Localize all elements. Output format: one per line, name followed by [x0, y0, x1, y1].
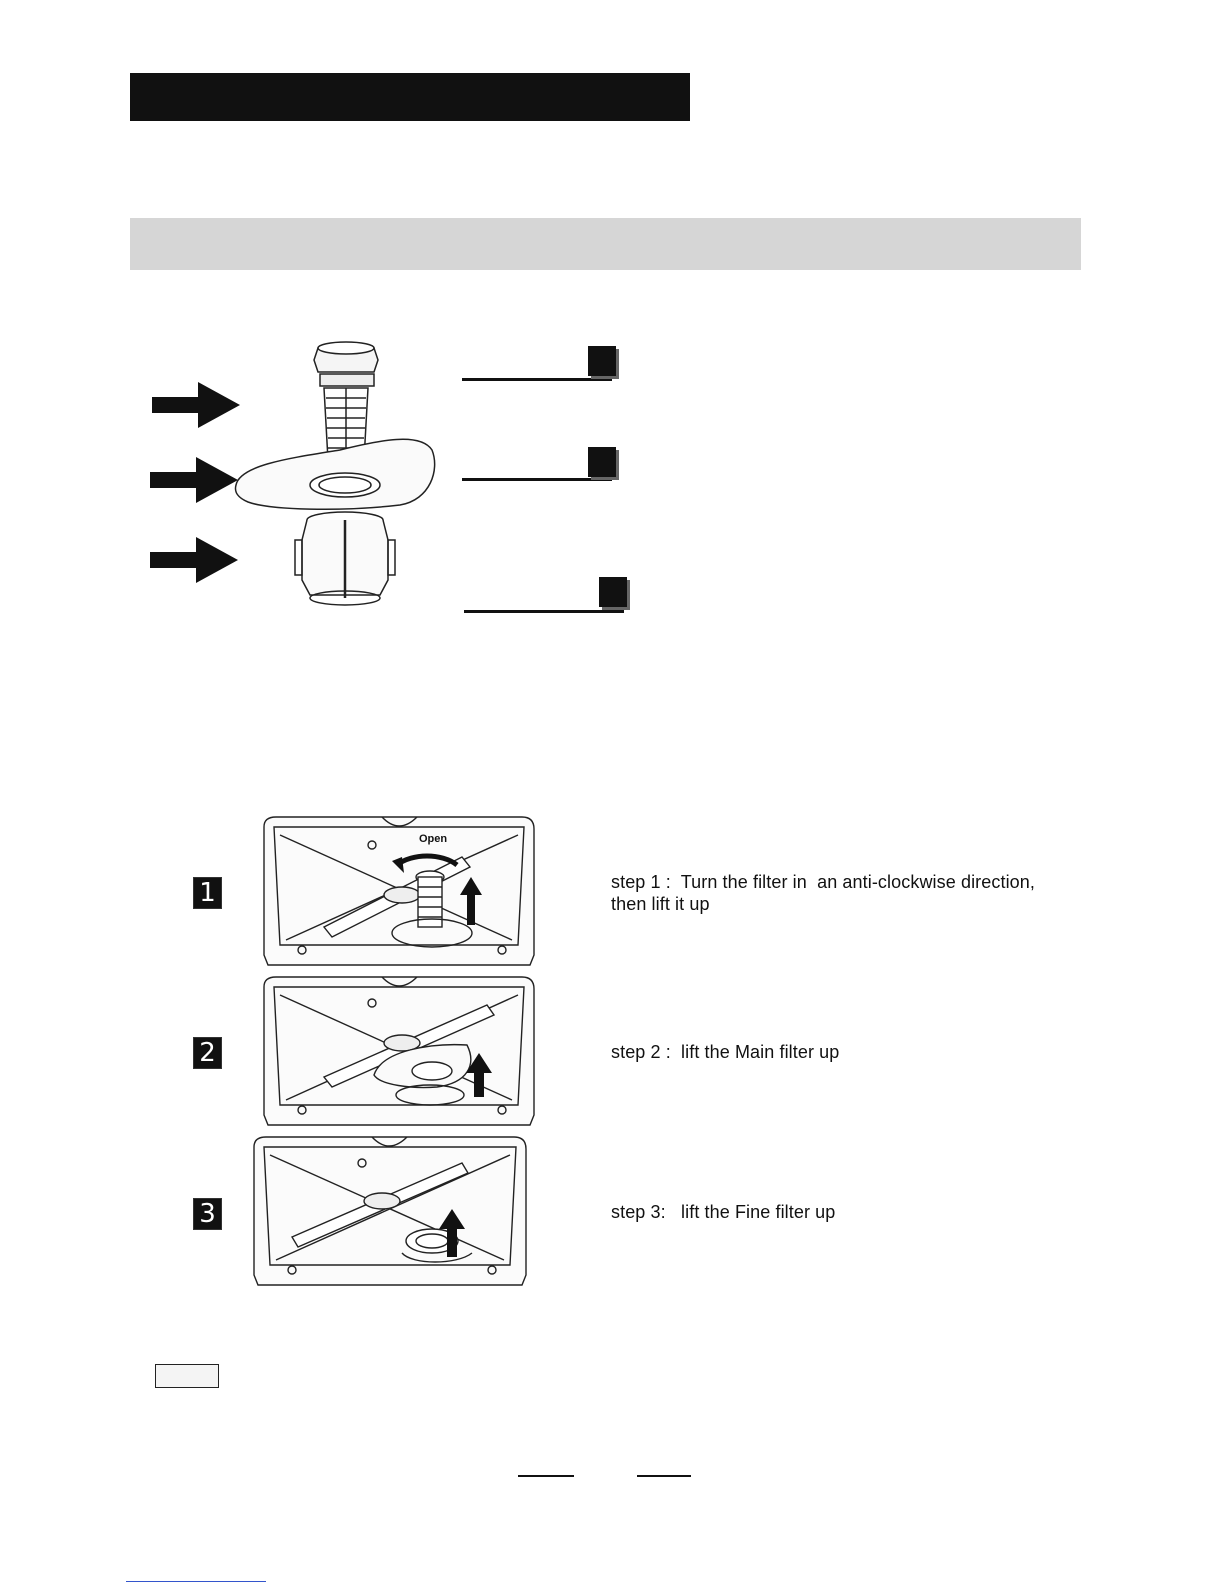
leader-line: [462, 478, 612, 481]
fine-filter-icon: [295, 512, 395, 605]
note-label-box: [155, 1364, 219, 1388]
step-1-text-line1: step 1 : Turn the filter in an anti-clockwise direction,: [611, 872, 1035, 892]
diagram-label-open: Open: [419, 833, 448, 845]
leader-line: [464, 610, 624, 613]
step-number-badge: 2: [193, 1037, 222, 1069]
step-3-text: step 3: lift the Fine filter up: [611, 1202, 836, 1222]
arrow-right-icon: [150, 457, 238, 503]
page-number-underline: [637, 1475, 691, 1477]
step-3-diagram: [252, 1135, 528, 1287]
filter-assembly-diagram: [140, 330, 460, 620]
part-label-badge: [599, 577, 627, 607]
step-2-text: step 2 : lift the Main filter up: [611, 1042, 840, 1062]
chapter-title-bar: [130, 73, 690, 121]
arrow-right-icon: [152, 382, 240, 428]
section-heading-bar: [130, 218, 1081, 270]
part-label-badge: [588, 346, 616, 376]
step-1-text-line2: then lift it up: [611, 894, 710, 914]
step-2-diagram: [262, 975, 536, 1127]
leader-line: [462, 378, 612, 381]
step-number-badge: 1: [193, 877, 222, 909]
arrow-right-icon: [150, 537, 238, 583]
part-label-badge: [588, 447, 616, 477]
step-1-diagram: [262, 815, 536, 967]
coarse-filter-icon: [314, 342, 378, 460]
step-number-badge: 3: [193, 1198, 222, 1230]
page-number-underline: [518, 1475, 574, 1477]
bottom-link-underline[interactable]: [126, 1581, 266, 1582]
